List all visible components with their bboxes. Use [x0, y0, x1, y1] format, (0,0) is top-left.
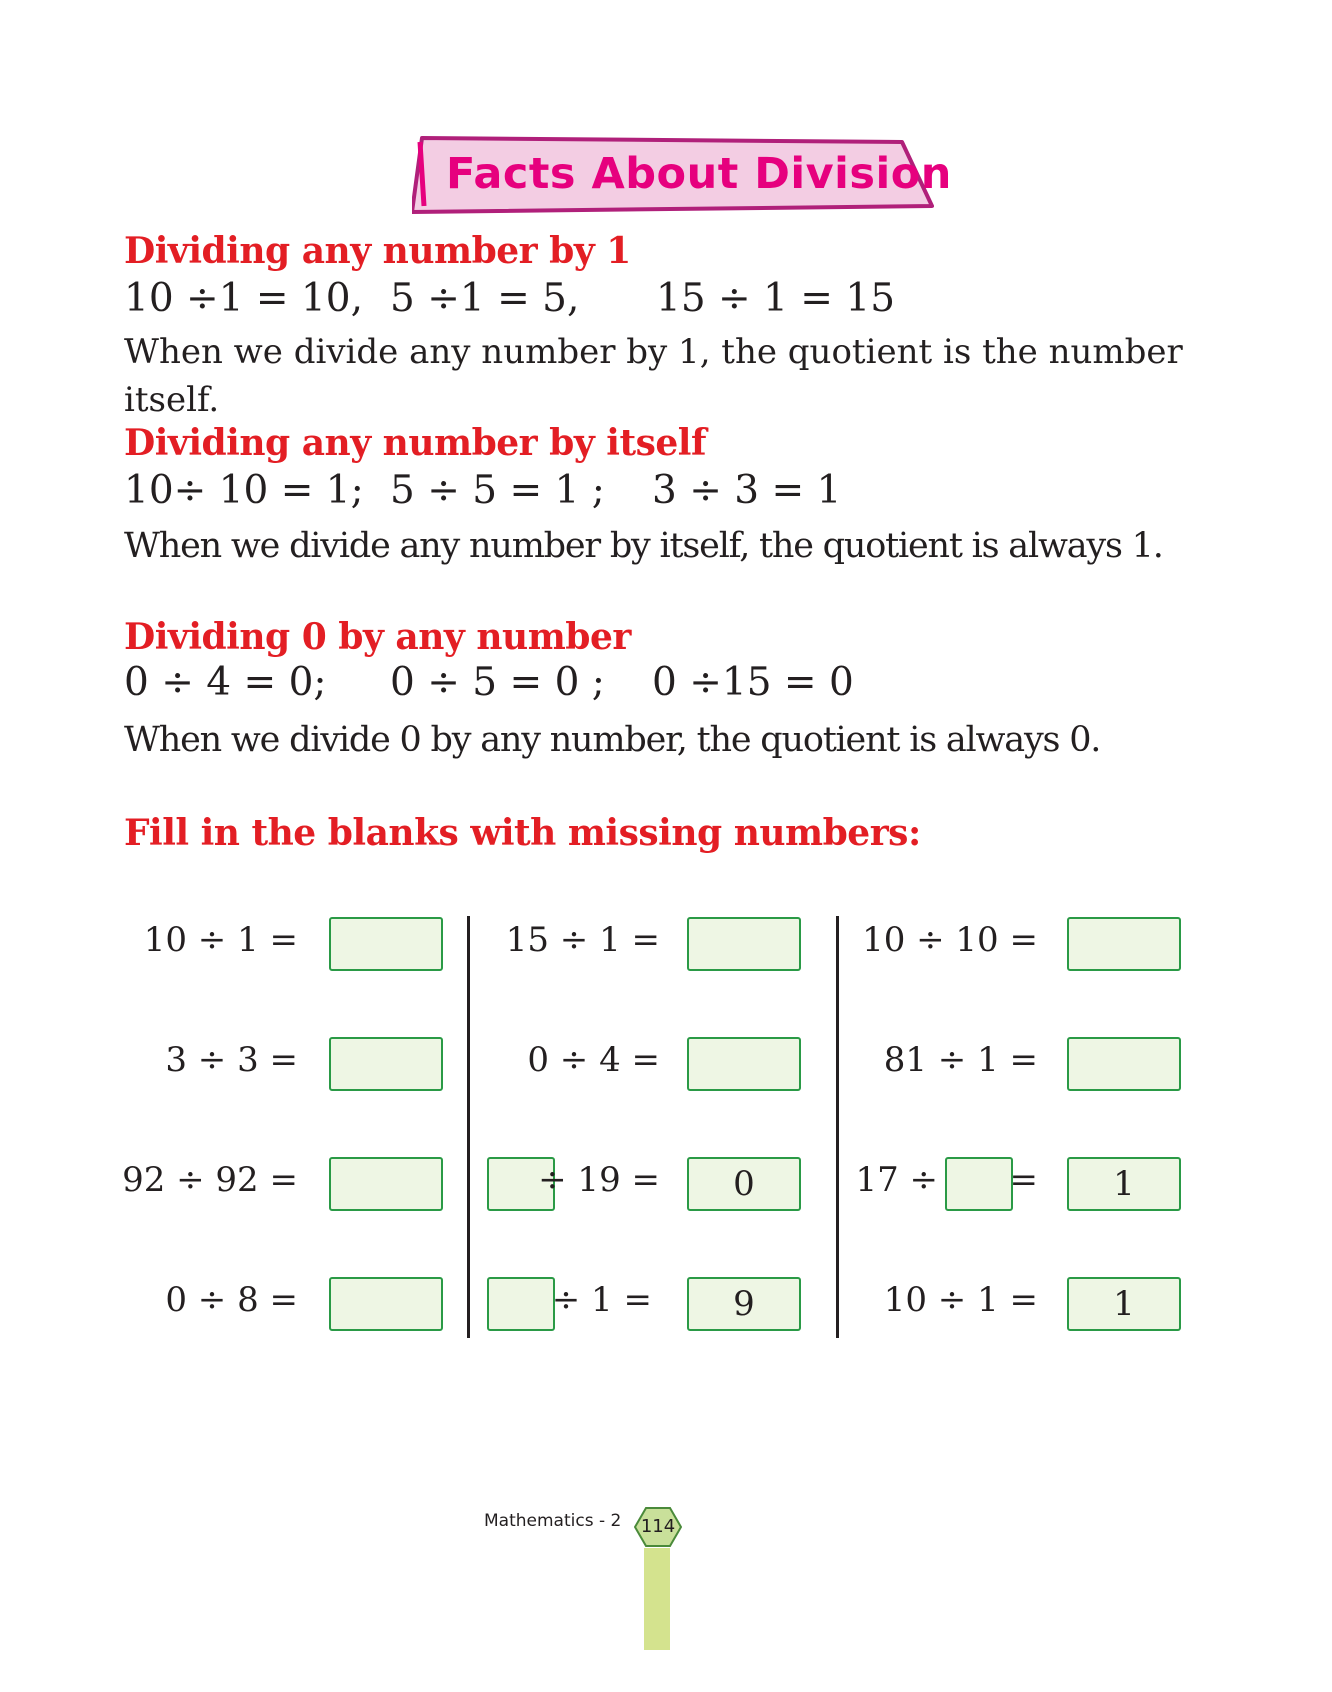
exercise-equation: 0 ÷ 8 =: [165, 1280, 298, 1320]
answer-box[interactable]: 1: [1067, 1157, 1181, 1211]
examples-zero: [124, 660, 1024, 710]
example: 0 ÷ 4 = 0;: [124, 660, 327, 705]
page-number: 114: [640, 1516, 676, 1537]
exercise-equation: 10 ÷ 1 =: [143, 920, 298, 960]
example: 10 ÷1 = 10,: [124, 276, 364, 321]
section-text-by-itself: When we divide any number by itself, the quotient is always 1.: [124, 526, 1163, 566]
answer-box[interactable]: [1067, 1037, 1181, 1091]
section-text-zero: When we divide 0 by any number, the quotient is always 0.: [124, 720, 1101, 760]
answer-box[interactable]: [1067, 917, 1181, 971]
example: 0 ÷ 5 = 0 ;: [390, 660, 605, 705]
example: 10÷ 10 = 1;: [124, 468, 364, 513]
answer-box[interactable]: [329, 1277, 443, 1331]
exercise-equation: 15 ÷ 1 =: [505, 920, 660, 960]
page-title: Facts About Division: [446, 149, 952, 199]
column-divider: [836, 916, 839, 1338]
exercise-equation: 10 ÷ 10 =: [862, 920, 1038, 960]
exercise-equation: 17 ÷: [855, 1160, 938, 1200]
equals-sign: =: [1009, 1160, 1038, 1200]
examples-by-itself: [124, 468, 1024, 518]
answer-box[interactable]: [687, 1037, 801, 1091]
section-heading-by-itself: Dividing any number by itself: [124, 422, 706, 464]
example: 3 ÷ 3 = 1: [652, 468, 842, 513]
example: 5 ÷1 = 5,: [390, 276, 580, 321]
title-banner: [412, 136, 952, 214]
answer-box[interactable]: [329, 1157, 443, 1211]
answer-box[interactable]: 0: [687, 1157, 801, 1211]
exercise-equation: 3 ÷ 3 =: [165, 1040, 298, 1080]
exercise-equation: 81 ÷ 1 =: [883, 1040, 1038, 1080]
exercise-equation: ÷ 1 =: [551, 1280, 652, 1320]
answer-box[interactable]: 9: [687, 1277, 801, 1331]
exercise-equation: ÷ 19 =: [538, 1160, 660, 1200]
section-heading-zero: Dividing 0 by any number: [124, 616, 631, 658]
exercise-heading: Fill in the blanks with missing numbers:: [124, 812, 921, 854]
dividend-box[interactable]: [487, 1277, 555, 1331]
answer-box[interactable]: [687, 917, 801, 971]
exercise-equation: 10 ÷ 1 =: [883, 1280, 1038, 1320]
section-heading-by-one: Dividing any number by 1: [124, 230, 631, 272]
section-text-by-one: When we divide any number by 1, the quotient is the number itself.: [124, 332, 1183, 420]
examples-by-one: [124, 276, 1024, 326]
page-number-badge: [634, 1506, 682, 1548]
footer-book-title: Mathematics - 2: [484, 1511, 622, 1531]
answer-box[interactable]: [329, 917, 443, 971]
exercise-equation: 92 ÷ 92 =: [122, 1160, 298, 1200]
answer-box[interactable]: [329, 1037, 443, 1091]
answer-box[interactable]: 1: [1067, 1277, 1181, 1331]
example: 15 ÷ 1 = 15: [656, 276, 896, 321]
example: 5 ÷ 5 = 1 ;: [390, 468, 605, 513]
page-tab-strip: [644, 1548, 670, 1650]
column-divider: [467, 916, 470, 1338]
exercise-equation: 0 ÷ 4 =: [527, 1040, 660, 1080]
divisor-box[interactable]: [945, 1157, 1013, 1211]
example: 0 ÷15 = 0: [652, 660, 854, 705]
